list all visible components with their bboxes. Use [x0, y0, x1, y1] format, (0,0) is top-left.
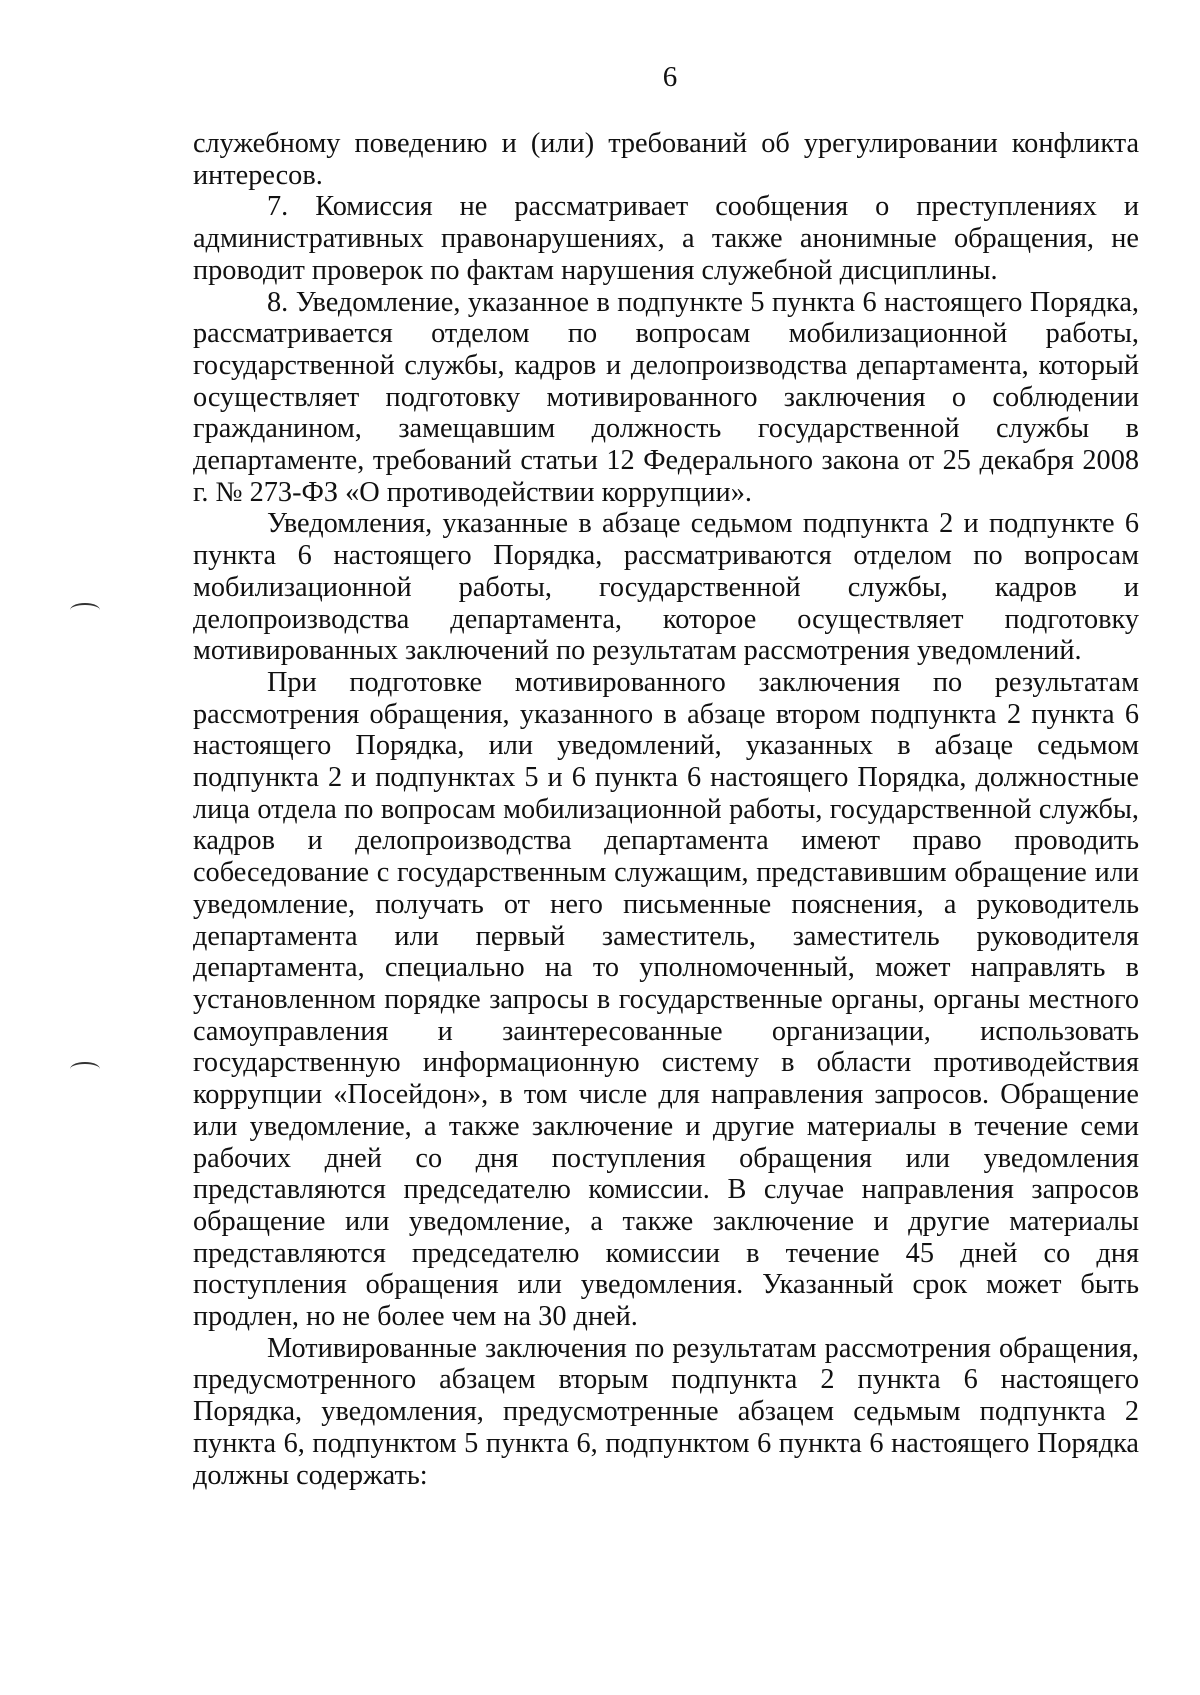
paragraph-continuation: служебному поведению и (или) требований об урегулировании конфликта интересов.: [193, 128, 1139, 191]
paragraph-item-7: 7. Комиссия не рассматривает сообщения о преступлениях и административных правонарушениях, а также анонимные обращения, не проводит проверок по фактам нарушения служебной дисциплины.: [193, 191, 1139, 286]
document-body: [193, 128, 1139, 1491]
binding-hole-mark: [70, 603, 100, 617]
page-number: 6: [662, 61, 678, 93]
paragraph-conclusions: Мотивированные заключения по результатам рассмотрения обращения, предусмотренного абзацем вторым подпункта 2 пункта 6 настоящего Порядка, уведомления, предусмотренные абзацем седьмым подпункта 2 пункта 6, подпунктом 5 пункта 6, подпунктом 6 пункта 6 настоящего Порядка должны содержать:: [193, 1332, 1139, 1491]
paragraph-item-8: 8. Уведомление, указанное в подпункте 5 пункта 6 настоящего Порядка, рассматривается отделом по вопросам мобилизационной работы, государственной службы, кадров и делопроизводства департамента, который осуществляет подготовку мотивированного заключения о соблюдении гражданином, замещавшим должность государственной службы в департаменте, требований статьи 12 Федерального закона от 25 декабря 2008 г. № 273-ФЗ «О противодействии коррупции».: [193, 286, 1139, 508]
paragraph-preparation: При подготовке мотивированного заключения по результатам рассмотрения обращения, указанного в абзаце втором подпункта 2 пункта 6 настоящего Порядка, или уведомлений, указанных в абзаце седьмом подпункта 2 и подпунктах 5 и 6 пункта 6 настоящего Порядка, должностные лица отдела по вопросам мобилизационной работы, государственной службы, кадров и делопроизводства департамента имеют право проводить собеседование с государственным служащим, представившим обращение или уведомление, получать от него письменные пояснения, а руководитель департамента или первый заместитель, заместитель руководителя департамента, специально на то уполномоченный, может направлять в установленном порядке запросы в государственные органы, органы местного самоуправления и заинтересованные организации, использовать государственную информационную систему в области противодействия коррупции «Посейдон», в том числе для направления запросов. Обращение или уведомление, а также заключение и другие материалы в течение семи рабочих дней со дня поступления обращения или уведомления представляются председателю комиссии. В случае направления запросов обращение или уведомление, а также заключение и другие материалы представляются председателю комиссии в течение 45 дней со дня поступления обращения или уведомления. Указанный срок может быть продлен, но не более чем на 30 дней.: [193, 666, 1139, 1333]
binding-hole-mark: [70, 1062, 100, 1076]
paragraph-notifications: Уведомления, указанные в абзаце седьмом подпункта 2 и подпункте 6 пункта 6 настоящего Порядка, рассматриваются отделом по вопросам мобилизационной работы, государственной службы, кадров и делопроизводства департамента, которое осуществляет подготовку мотивированных заключений по результатам рассмотрения уведомлений.: [193, 508, 1139, 667]
